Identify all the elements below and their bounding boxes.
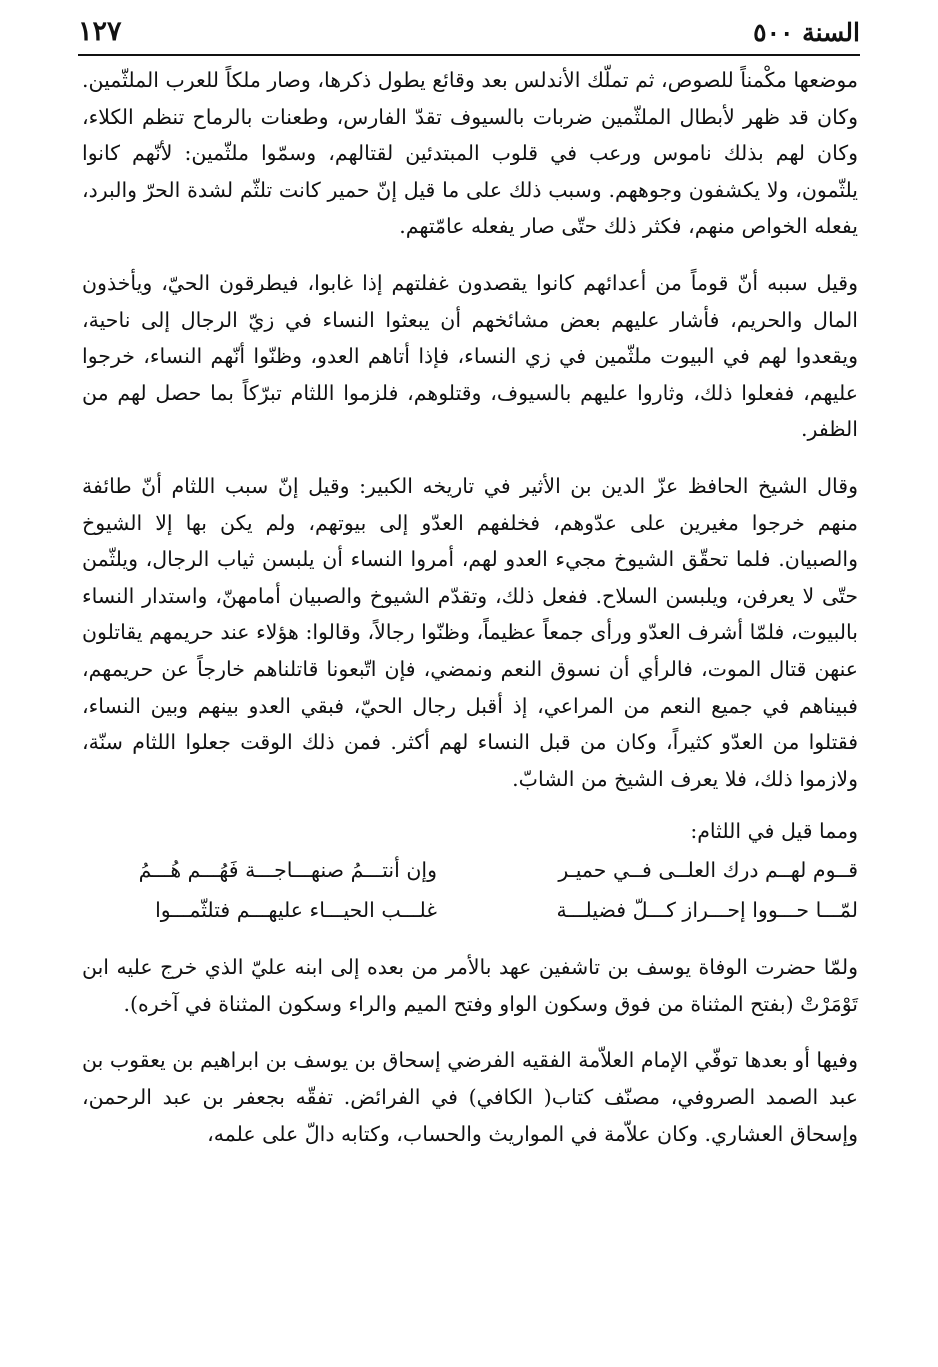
poem-verse xyxy=(82,891,858,929)
verse-second-hemistich: غلـــب الحيـــاء عليهـــم فتلثّمـــوا xyxy=(155,898,437,923)
page-header xyxy=(78,14,860,56)
verse-first-hemistich: لمّـــا حـــووا إحـــراز كـــلّ فضيلـــة xyxy=(556,898,858,923)
paragraph-second-cause: وقيل سببه أنّ قوماً من أعدائهم كانوا يقصدون غفلتهم إذا غابوا، فيطرقون الحيّ، ويأخذون المال والحريم، فأشار عليهم بعض مشائخهم أن يبعثوا النساء في زيّ الرجال إلى ناحية، ويقعدوا لهم في البيوت ملثّمين في زي النساء، فإذا أتاهم العدو، وظنّوا أنّهم النساء، خرجوا عليهم، ففعلوا ذلك، وثاروا عليهم بالسيوف، وقتلوهم، فلزموا اللثام تبرّكاً بما حصل لهم من الظفر. xyxy=(82,270,858,442)
poem-verse xyxy=(82,851,858,889)
verse-first-hemistich: قــوم لهــم درك العلــى فــي حميـر xyxy=(558,858,858,883)
paragraph-yusuf-death: ولمّا حضرت الوفاة يوسف بن تاشفين عهد بالأمر من بعده إلى ابنه عليّ الذي خرج عليه ابن تَوْمَرْتْ (بفتح المثناة من فوق وسكون الواو وفتح الميم والراء وسكون المثناة في آخره). xyxy=(82,955,858,1016)
paragraph-ibn-al-athir: وقال الشيخ الحافظ عزّ الدين بن الأثير في تاريخه الكبير: وقيل إنّ سبب اللثام أنّ طائفة منهم خرجوا مغيرين على عدّوهم، فخلفهم العدّو إلى بيوتهم، ولم يكن بها إلا الشيوخ والصبيان. فلما تحقّق الشيوخ مجيء العدو لهم، أمروا النساء أن يلبسن ثياب الرجال، ويلثّمن حتّى لا يعرفن، ويلبسن السلاح. ففعل ذلك، وتقدّم الشيوخ والصبيان أمامهنّ، واستدار النساء بالبيوت، فلمّا أشرف العدّو ورأى جمعاً عظيماً، وظنّوا رجالاً، وقالوا: هؤلاء عند حريمهم يقاتلون عنهن قتال الموت، فالرأي أن نسوق النعم ونمضي، فإن اتّبعونا قاتلناهم خارجاً عن حريمهم، فبيناهم في جميع النعم من المراعي، إذ أقبل رجال الحيّ، فبقي العدو بينهم وبين النساء، فقتلوا من العدّو كثيراً، وكان من قبل النساء لهم أكثر. فمن ذلك الوقت جعلوا اللثام سنّة، ولازموا ذلك، فلا يعرف الشيخ من الشابّ. xyxy=(82,473,858,791)
page-number: ١٢٧ xyxy=(78,16,122,47)
paragraph-lithams-origin: موضعها مكْمناً للصوص، ثم تملّك الأندلس بعد وقائع يطول ذكرها، وصار ملكاً للعرب الملثّمين. وكان قد ظهر لأبطال الملثّمين ضربات بالسيوف تقدّ الفارس، وطعنات بالرماح تنظم الكلاء، وكان لهم بذلك ناموس ورعب في قلوب المبتدئين لقتالهم، وسمّوا ملثّمين: لأنّهم كانوا يلثّمون، ولا يكشفون وجوههم. وسبب ذلك على ما قيل إنّ حمير كانت تلثّم لشدة الحرّ والبرد، يفعله الخواص منهم، فكثر ذلك حتّى صار يفعله عامّتهم. xyxy=(82,68,858,239)
poem-intro: ومما قيل في اللثام: xyxy=(690,819,858,844)
page-body xyxy=(82,62,858,1152)
paragraph-ishaq-biography: وفيها أو بعدها توفّي الإمام العلاّمة الفقيه الفرضي إسحاق بن يوسف بن ابراهيم بن يعقوب بن عبد الصمد الصروفي، مصنّف كتاب( الكافي) في الفرائض. تفقّه بجعفر بن عبد الرحمن، وإسحاق العشاري. وكان علاّمة في المواريث والحساب، وكتابه دالّ على علمه، xyxy=(82,1048,858,1146)
running-title: السنة ٥٠٠ xyxy=(753,18,860,47)
verse-second-hemistich: وإن أنتـــمُ صنهـــاجـــة فَهُـــم هُـــمُ xyxy=(138,858,437,883)
